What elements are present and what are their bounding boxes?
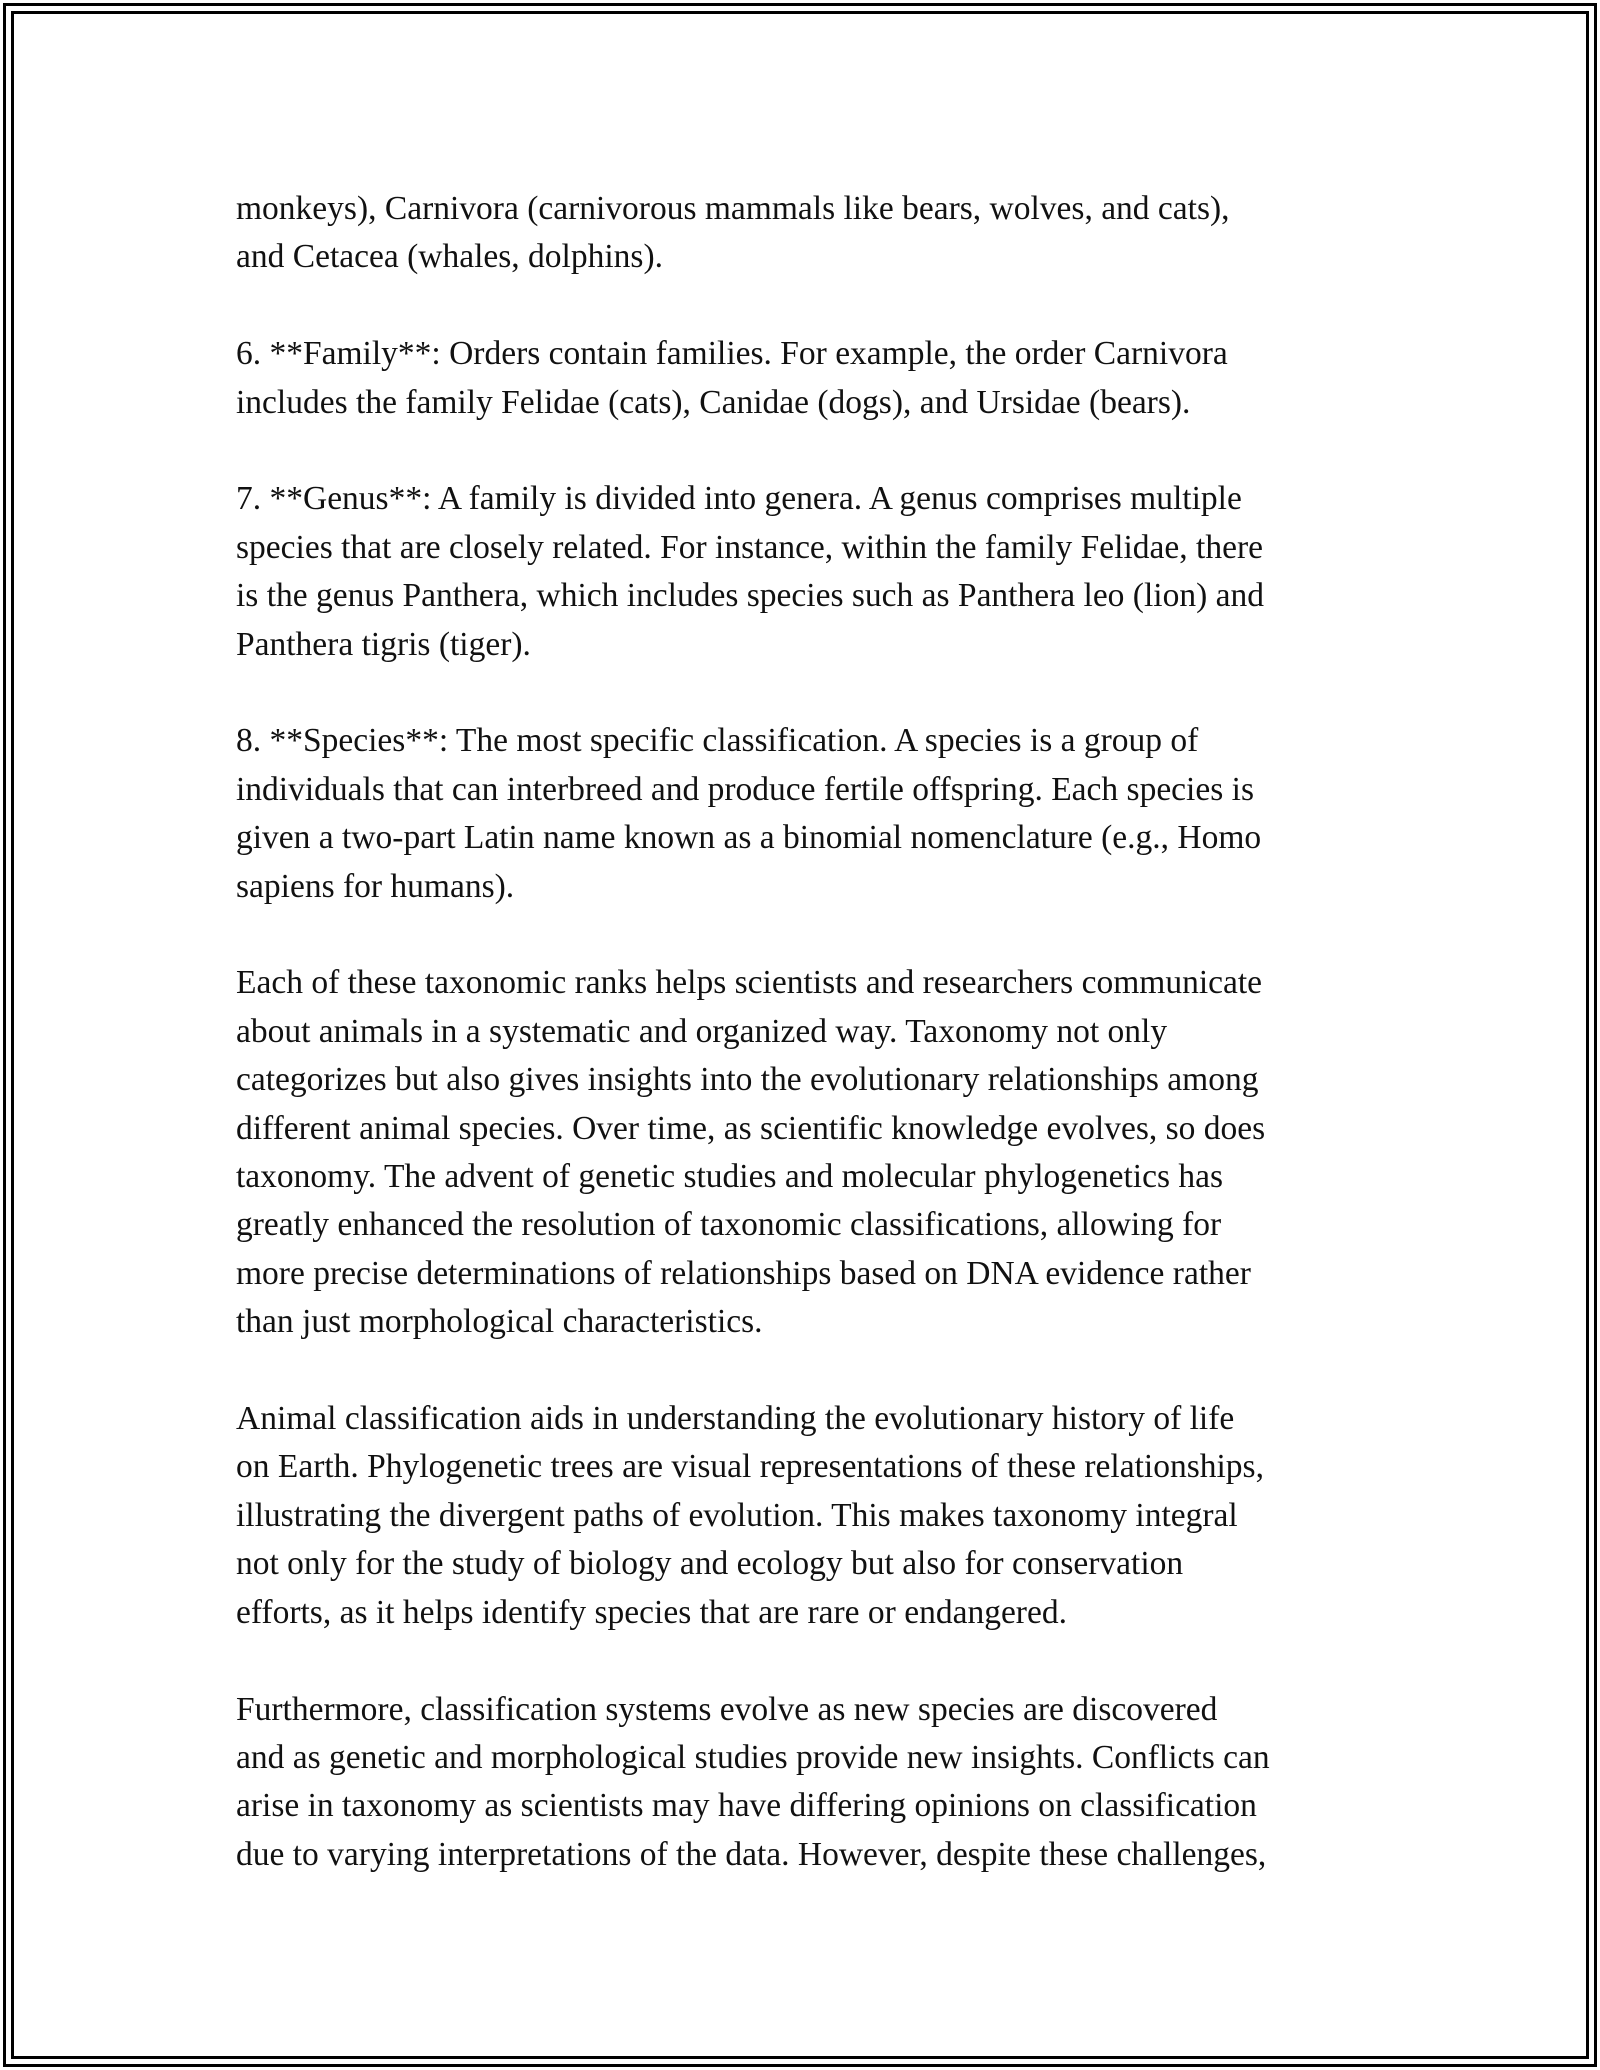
paragraph-species: 8. **Species**: The most specific classification. A species is a group of individuals that can interbreed and produce fertile offspring. Each species is given a two-part Latin name known as a binomial nomenclature (e.g., Homo sapiens for humans). <box>236 722 1262 905</box>
paragraph-evolutionary-history: Animal classification aids in understanding the evolutionary history of life on Earth. Phylogenetic trees are visual representations of these relationships, illustrating the divergent paths of evolution. This makes taxonomy integral not only for the study of biology and ecology but also for conservation efforts, as it helps identify species that are rare or endangered. <box>236 1400 1264 1631</box>
paragraph-genus: 7. **Genus**: A family is divided into genera. A genus comprises multiple species that are closely related. For instance, within the family Felidae, there is the genus Panthera, which includes species such as Panthera leo (lion) and Panthera tigris (tiger). <box>236 480 1264 663</box>
paragraph-order-examples: monkeys), Carnivora (carnivorous mammals like bears, wolves, and cats), and Cetacea (whales, dolphins). <box>236 190 1230 276</box>
document-body <box>236 185 1376 1928</box>
paragraph-classification-systems: Furthermore, classification systems evolve as new species are discovered and as genetic and morphological studies provide new insights. Conflicts can arise in taxonomy as scientists may have differing opinions on classification due to varying interpretations of the data. However, despite these challenges, <box>236 1690 1270 1873</box>
paragraph-taxonomic-ranks: Each of these taxonomic ranks helps scientists and researchers communicate about animals in a systematic and organized way. Taxonomy not only categorizes but also gives insights into the evolutionary relationships among different animal species. Over time, as scientific knowledge evolves, so does taxonomy. The advent of genetic studies and molecular phylogenetics has greatly enhanced the resolution of taxonomic classifications, allowing for more precise determinations of relationships based on DNA evidence rather than just morphological characteristics. <box>236 964 1266 1341</box>
paragraph-family: 6. **Family**: Orders contain families. For example, the order Carnivora includes the family Felidae (cats), Canidae (dogs), and Ursidae (bears). <box>236 335 1228 421</box>
